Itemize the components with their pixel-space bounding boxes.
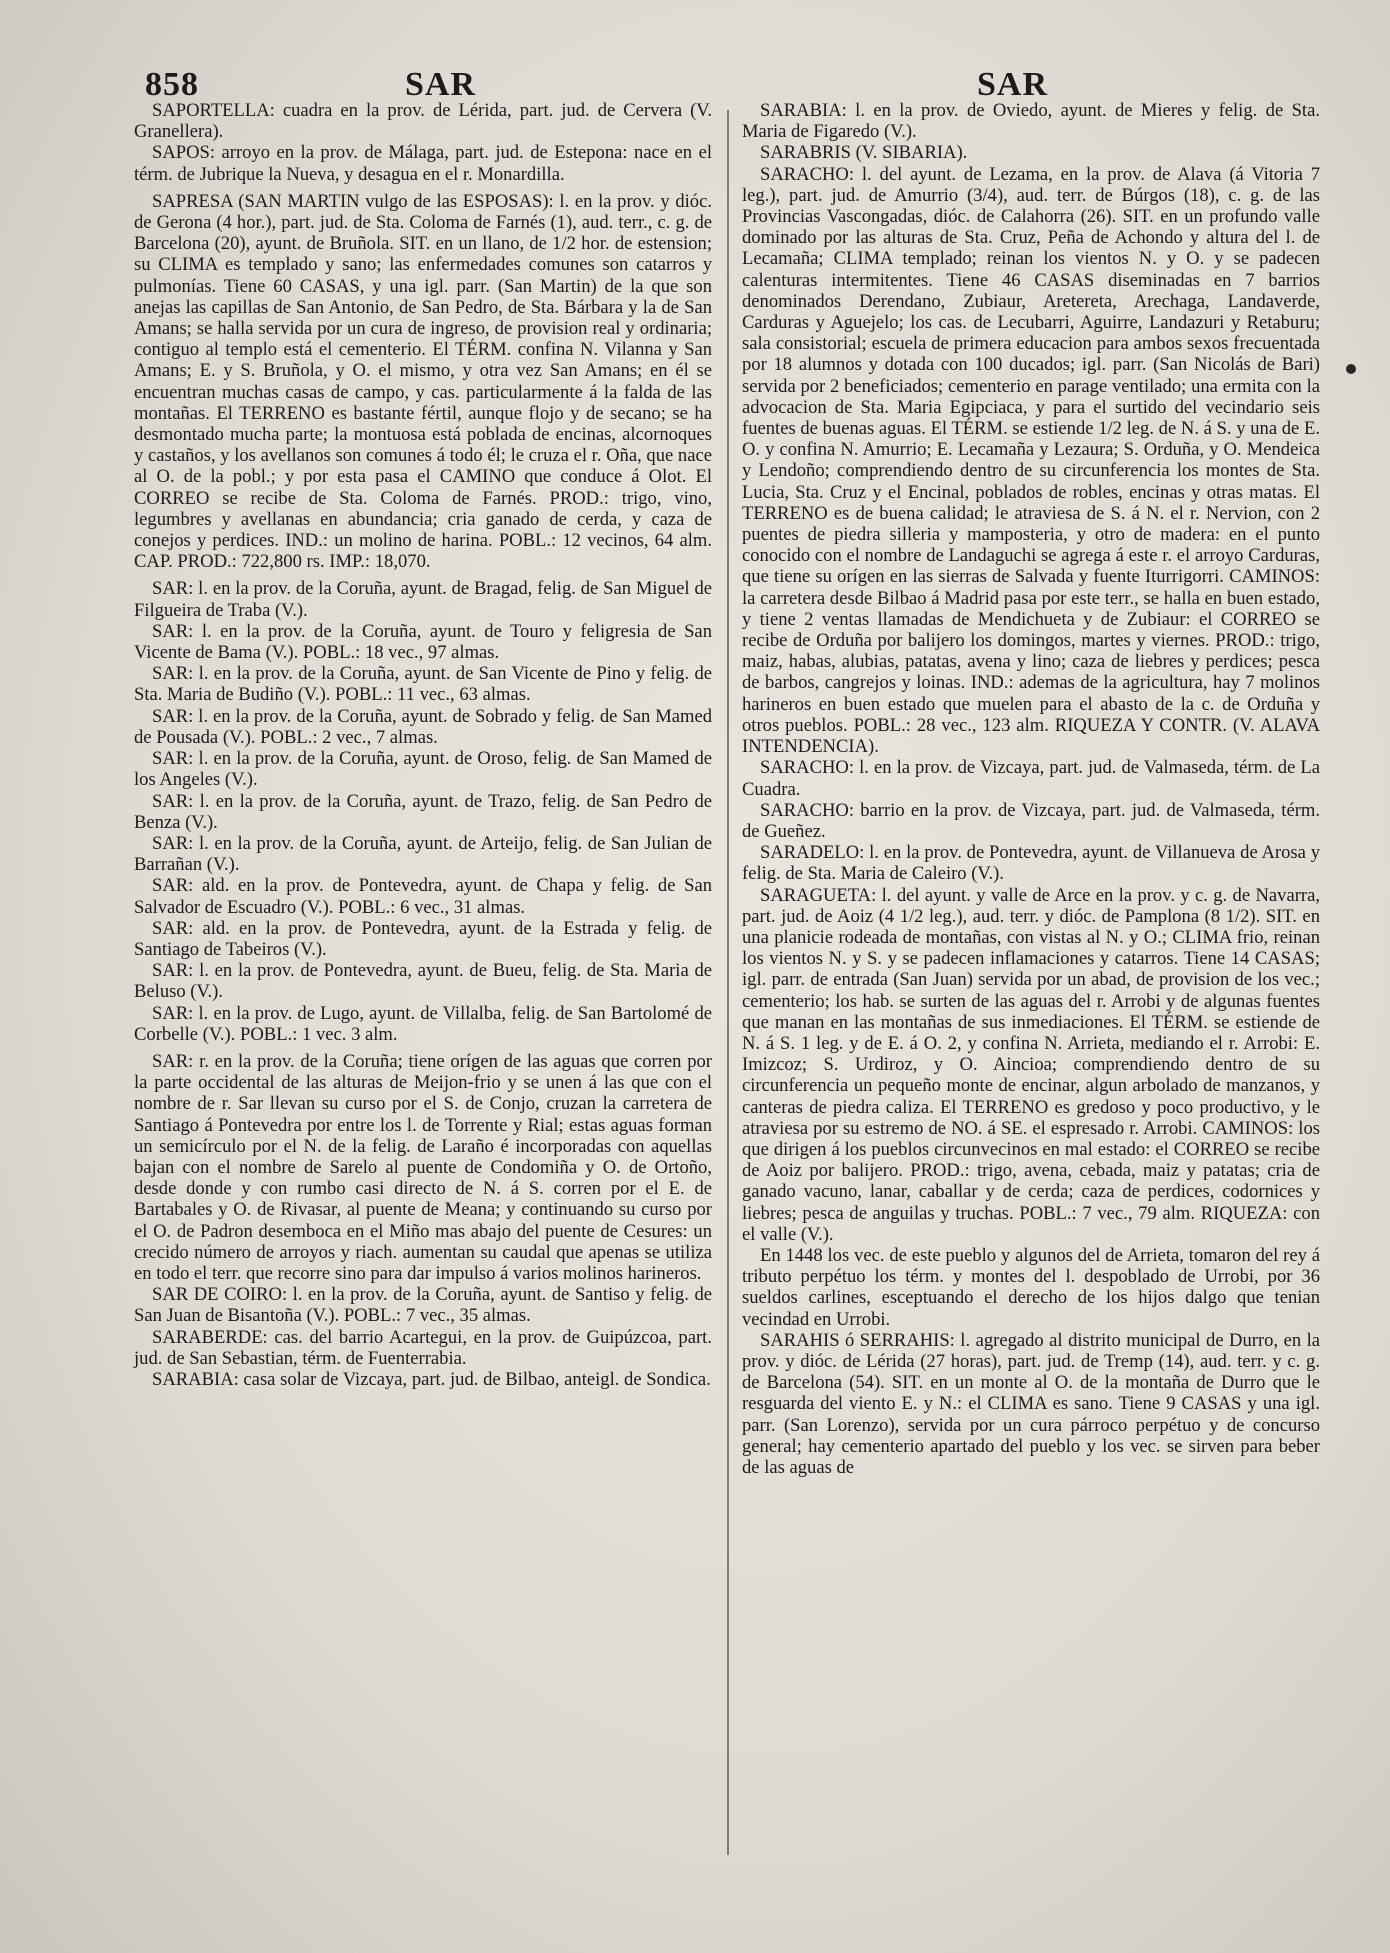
entry: SARABRIS (V. SIBARIA). [760, 142, 968, 164]
entry: En 1448 los vec. de este pueblo y algunos del de Arrieta, tomaron del rey á tributo perpétuo los térm. y montes del l. despoblado de Urrobi, por 36 sueldos carlines, esceptuando el derecho de los hijos dalgo que tenian vecindad en Urrobi. [742, 1244, 1320, 1330]
entry: SAR DE COIRO: l. en la prov. de la Coruña, ayunt. de Santiso y felig. de San Juan de Bisantoña (V.). POBL.: 7 vec., 35 almas. [134, 1284, 712, 1327]
entry: SAR: l. en la prov. de Pontevedra, ayunt. de Bueu, felig. de Sta. Maria de Beluso (V.). [134, 960, 712, 1003]
right-column [742, 100, 1320, 1478]
entry: SAR: l. en la prov. de la Coruña, ayunt. de Sobrado y felig. de San Mamed de Pousada (V.). POBL.: 2 vec., 7 almas. [134, 705, 712, 748]
entry: SAR: ald. en la prov. de Pontevedra, ayunt. de Chapa y felig. de San Salvador de Escuadro (V.). POBL.: 6 vec., 31 almas. [134, 875, 712, 918]
column-divider [727, 110, 729, 1855]
right-running-head: SAR [977, 66, 1049, 103]
left-running-head: SAR [405, 66, 477, 103]
entry: SAR: l. en la prov. de la Coruña, ayunt. de Bragad, felig. de San Miguel de Filgueira de Traba (V.). [134, 578, 712, 621]
entry: SARACHO: l. del ayunt. de Lezama, en la prov. de Alava (á Vitoria 7 leg.), part. jud. de Amurrio (3/4), aud. terr. de Búrgos (18), c. g. de las Provincias Vascongadas, dióc. de Calahorra (26). SIT. en un profundo valle dominado por las alturas de Sta. Cruz, Peña de Achondo y altura del l. de Lecamaña; CLIMA templado; reinan los vientos N. y O. y se padecen calenturas intermitentes. Tiene 46 CASAS diseminadas en 7 barrios denominados Derendano, Zubiaur, Aretereta, Arechaga, Landaverde, Carduras y Aguejelo; los cas. de Lecubarri, Aguirre, Landazuri y Retaburu; sala consistorial; escuela de primera educacion para ambos sexos frecuentada por 18 alumnos y dotada con 100 ducados; igl. parr. (San Nicolás de Bari) servida por 2 beneficiados; cementerio en parage ventilado; una ermita con la advocacion de Sta. Maria Egipciaca, y para el surtido del vecindario seis fuentes de buenas aguas. El TÉRM. se estiende 1/2 leg. de N. á S. y una de E. O. y confina N. Amurrio; E. Lecamaña y Lezaura; S. Orduña, y O. Mendeica y Lendoño; comprendiendo dentro de su circunferencia los montes de Sta. Lucia, Sta. Cruz y el Encinal, poblados de robles, encinas y otras matas. El TERRENO es de buena calidad; le atraviesa de S. á N. el r. Nervion, con 2 puentes de piedra silleria y mamposteria, y otro de madera: en el punto conocido con el nombre de Landaguchi se agrega á este r. el arroyo Carduras, que tiene su orígen en las sierras de Salvada y fuente Iturrigorri. CAMINOS: la carretera desde Bilbao á Madrid pasa por este terr., se halla en buen estado, y tiene 2 ventas llamadas de Mendichueta y de Zubiaur: el CORREO se recibe de Orduña por balijero los domingos, martes y viernes. PROD.: trigo, maiz, habas, alubias, patatas, avena y lino; caza de liebres y perdices; pesca de barbos, cangrejos y loinas. IND.: ademas de la agricultura, hay 7 molinos harineros en buen estado que muelen para el abasto de la c. de Orduña y otros pueblos. POBL.: 28 vec., 123 alm. RIQUEZA Y CONTR. (V. ALAVA INTENDENCIA). [742, 163, 1320, 758]
page-number: 858 [145, 66, 199, 103]
entry: SAR: r. en la prov. de la Coruña; tiene orígen de las aguas que corren por la parte occidental de las alturas de Meijon-frio y se unen á las que con el nombre de r. Sar llevan su curso por el S. de Conjo, cruzan la carretera de Santiago á Pontevedra por entre los l. de Torrente y Rial; estas aguas forman un semicírculo por el N. de la felig. de Laraño é incorporadas con aquellas bajan con el nombre de Sarelo al puente de Condomiña y O. de Ortoño, desde donde y con rumbo casi directo de N. á S. corren por el E. de Bartabales y O. de Rivasar, al puente de Meana; y continuando su curso por el O. de Padron desemboca en el Miño mas abajo del puente de Cesures: un crecido número de arroyos y riach. aumentan su caudal que apenas se utiliza en todo el terr. que recorre sino para dar impulso á varios molinos harineros. [134, 1050, 712, 1284]
entry: SAR: l. en la prov. de Lugo, ayunt. de Villalba, felig. de San Bartolomé de Corbelle (V.). POBL.: 1 vec. 3 alm. [134, 1002, 712, 1045]
entry: SARACHO: barrio en la prov. de Vizcaya, part. jud. de Valmaseda, térm. de Gueñez. [742, 799, 1320, 842]
entry: SARABIA: l. en la prov. de Oviedo, ayunt. de Mieres y felig. de Sta. Maria de Figaredo (V.). [742, 100, 1320, 143]
entry: SAR: ald. en la prov. de Pontevedra, ayunt. de la Estrada y felig. de Santiago de Tabeiros (V.). [134, 917, 712, 960]
entry: SARACHO: l. en la prov. de Vizcaya, part. jud. de Valmaseda, térm. de La Cuadra. [742, 757, 1320, 800]
entry: SARAHIS ó SERRAHIS: l. agregado al distrito municipal de Durro, en la prov. y dióc. de Lérida (27 horas), part. jud. de Tremp (14), aud. terr. y c. g. de Barcelona (54). SIT. en un monte al O. de la montaña de Durro que le resguarda del viento E. y N.: el CLIMA es sano. Tiene 9 CASAS y una igl. parr. (San Lorenzo), servida por un cura párroco perpétuo y de concurso general; hay cementerio apartado del pueblo y los vec. se sirven para beber de las aguas de [742, 1329, 1320, 1478]
entry: SAPORTELLA: cuadra en la prov. de Lérida, part. jud. de Cervera (V. Granellera). [134, 100, 712, 143]
entry: SAPOS: arroyo en la prov. de Málaga, part. jud. de Estepona: nace en el térm. de Jubrique la Nueva, y desagua en el r. Monardilla. [134, 142, 712, 185]
entry: SARABIA: casa solar de Vizcaya, part. jud. de Bilbao, anteigl. de Sondica. [152, 1368, 711, 1390]
entry: SAPRESA (SAN MARTIN vulgo de las ESPOSAS): l. en la prov. y dióc. de Gerona (4 hor.), part. jud. de Sta. Coloma de Farnés (1), aud. terr., c. g. de Barcelona (20), ayunt. de Bruñola. SIT. en un llano, de 1/2 hor. de estension; su CLIMA es templado y sano; las enfermedades comunes son catarros y pulmonías. Tiene 60 CASAS, y una igl. parr. (San Martin) de la que son anejas las capillas de San Antonio, de San Pedro, de Sta. Bárbara y la de San Amans; se halla servida por un cura de ingreso, de provision real y ordinaria; contiguo al templo está el cementerio. El TÉRM. confina N. Vilanna y San Amans; E. y S. Bruñola, y O. el mismo, y otra vez San Amans; en él se encuentran muchas casas de campo, y cas. particularmente á la falda de las montañas. El TERRENO es bastante fértil, aunque flojo y de secano; se ha desmontado mucha parte; la montuosa está poblada de encinas, alcornoques y castaños, y los avellanos son comunes á todo él; le cruza el r. Oña, que nace al O. de la pobl.; y por esta pasa el CAMINO que conduce á Olot. El CORREO se recibe de Sta. Coloma de Farnés. PROD.: trigo, vino, legumbres y avellanas en abundancia; cria ganado de cerda, y caza de conejos y perdices. IND.: un molino de harina. POBL.: 12 vecinos, 64 alm. CAP. PROD.: 722,800 rs. IMP.: 18,070. [134, 190, 712, 573]
entry: SAR: l. en la prov. de la Coruña, ayunt. de Touro y feligresia de San Vicente de Bama (V.). POBL.: 18 vec., 97 almas. [134, 620, 712, 664]
ink-spot [1346, 364, 1356, 374]
entry: SAR: l. en la prov. de la Coruña, ayunt. de Arteijo, felig. de San Julian de Barrañan (V.). [134, 832, 712, 876]
left-column [134, 100, 712, 1390]
entry: SAR: l. en la prov. de la Coruña, ayunt. de Trazo, felig. de San Pedro de Benza (V.). [134, 790, 712, 833]
entry: SAR: l. en la prov. de la Coruña, ayunt. de Oroso, felig. de San Mamed de los Angeles (V.). [134, 748, 712, 791]
entry: SARAGUETA: l. del ayunt. y valle de Arce en la prov. y c. g. de Navarra, part. jud. de Aoiz (4 1/2 leg.), aud. terr. y dióc. de Pamplona (8 1/2). SIT. en una planicie rodeada de montañas, con vistas al N. y O.; CLIMA frio, reinan los vientos N. y S. y se padecen inflamaciones y catarros. Tiene 14 CASAS; igl. parr. de entrada (San Juan) servida por un abad, de provision de los vec.; cementerio; los hab. se surten de las aguas del r. Arrobi y de algunas fuentes que manan en las montañas de sus inmediaciones. El TÉRM. se estiende de N. á S. 1 leg. y de E. á O. 2, y confina N. Arrieta, mediando el r. Arrobi: E. Imizcoz; S. Urdiroz, y O. Aincioa; comprendiendo dentro de su circunferencia un pequeño monte de encinar, algun arbolado de manzanos, y canteras de piedra caliza. El TERRENO es gredoso y poco productivo, y le atraviesa por su estremo de NO. á SE. el espresado r. Arrobi. CAMINOS: los que dirigen á los pueblos circunvecinos en mal estado: el CORREO se recibe de Aoiz por balijero. PROD.: trigo, avena, cebada, maiz y patatas; cria de ganado vacuno, lanar, caballar y de cerda; caza de perdices, codornices y liebres; pesca de anguilas y truchas. POBL.: 7 vec., 79 alm. RIQUEZA: con el valle (V.). [742, 884, 1320, 1245]
entry: SAR: l. en la prov. de la Coruña, ayunt. de San Vicente de Pino y felig. de Sta. Maria de Budiño (V.). POBL.: 11 vec., 63 almas. [134, 663, 712, 706]
entry: SARABERDE: cas. del barrio Acartegui, en la prov. de Guipúzcoa, part. jud. de San Sebastian, térm. de Fuenterrabia. [134, 1326, 712, 1369]
entry: SARADELO: l. en la prov. de Pontevedra, ayunt. de Villanueva de Arosa y felig. de Sta. Maria de Caleiro (V.). [742, 842, 1320, 885]
